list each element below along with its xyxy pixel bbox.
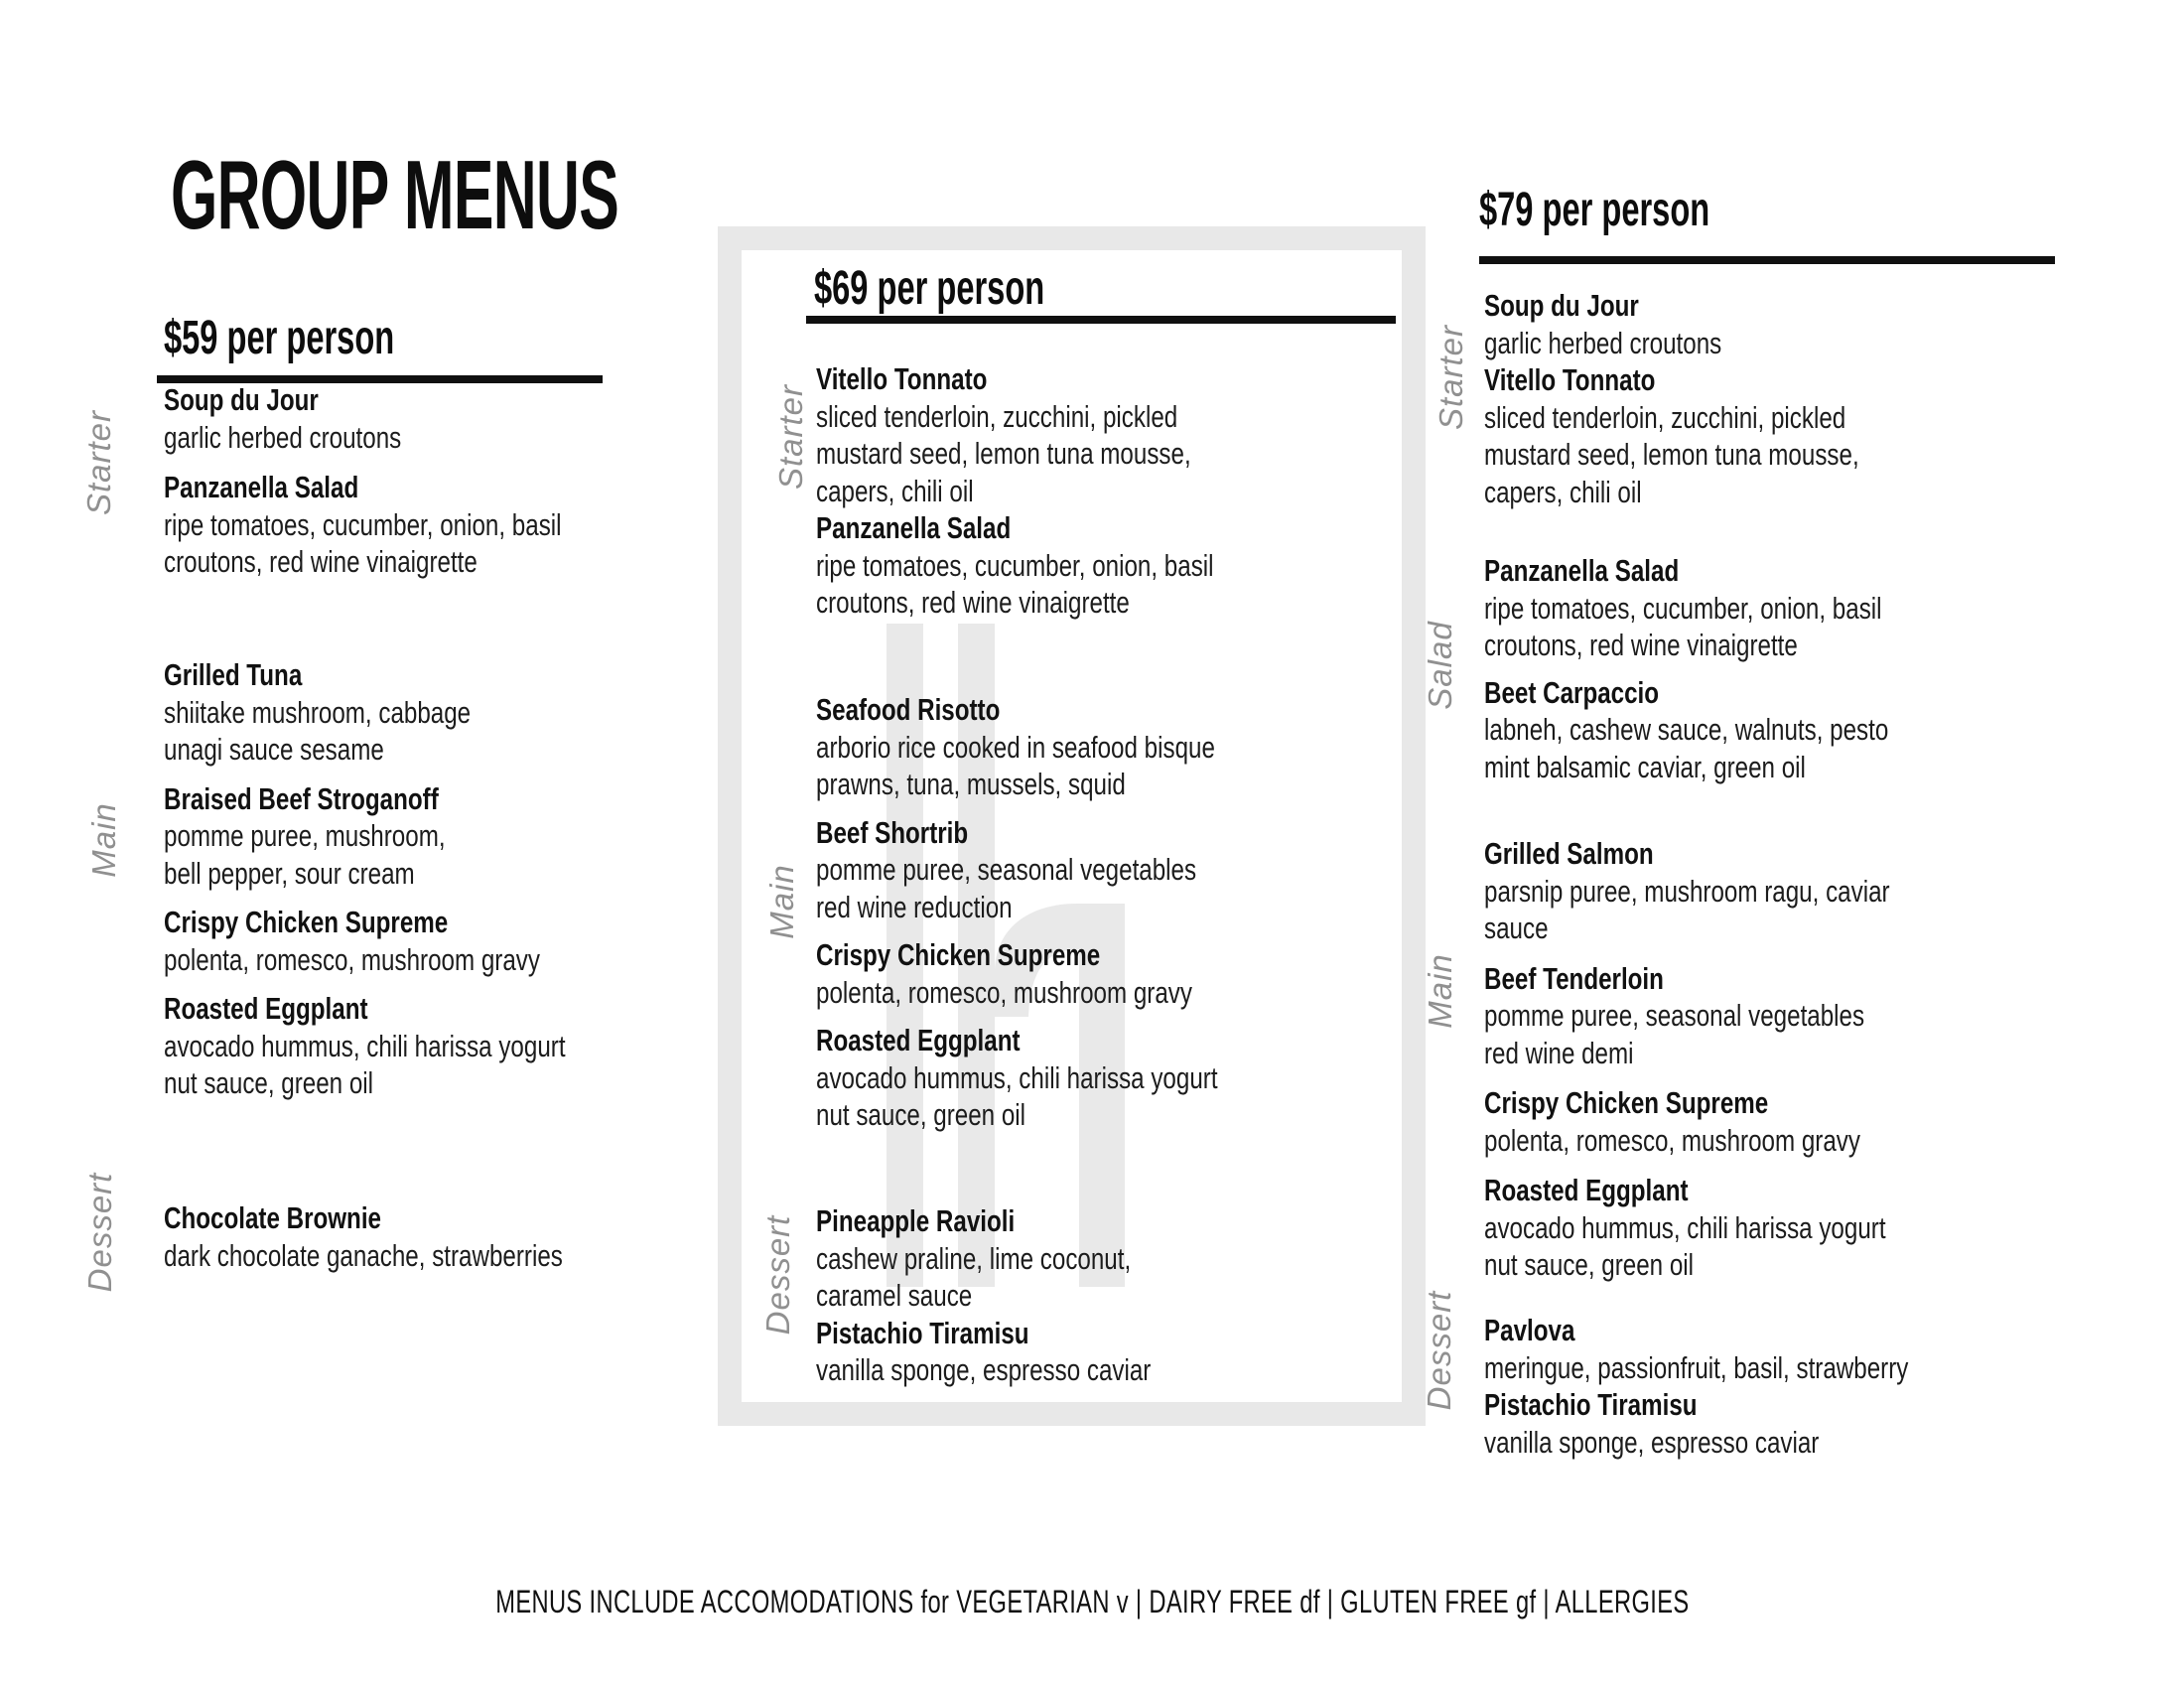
dish-name: Panzanella Salad [816,510,1012,545]
menu-price-79: $79 per person [1479,184,1710,236]
dish-name: Beef Shortrib [816,814,969,850]
dish-name: Seafood Risotto [816,692,1001,727]
section-label-dessert: Dessert [81,1172,118,1293]
footer-note [0,1584,2184,1620]
dish-name: Roasted Eggplant [1484,1173,1689,1207]
dish-name: Pavlova [1484,1313,1575,1347]
menu-item [816,1202,1151,1315]
dish-name: Crispy Chicken Supreme [1484,1085,1769,1120]
dish-desc: prawns, tuna, mussels, squid [816,767,1126,801]
dish-name: Roasted Eggplant [816,1023,1021,1057]
menu-price-59: $59 per person [164,312,395,364]
dish-desc: nut sauce, green oil [816,1097,1026,1132]
dish-name: Grilled Salmon [1484,836,1654,871]
page-title: GROUP MENUS [171,140,619,249]
menu-item [816,1022,1218,1134]
dish-name: Panzanella Salad [1484,553,1680,588]
dish-desc: polenta, romesco, mushroom gravy [1484,1122,1860,1158]
dish-name: Crispy Chicken Supreme [816,937,1101,972]
menu-section-salad [1484,552,1888,795]
menu-item [816,936,1218,1011]
dish-desc: sauce [1484,911,1549,945]
menu-section-dessert [164,1199,563,1274]
dish-desc: mustard seed, lemon tuna mousse, [1484,437,1859,472]
dish-name: Pistachio Tiramisu [1484,1387,1698,1422]
menu-item [164,780,566,893]
menu-item [816,814,1218,926]
menu-item [1484,552,1888,664]
dish-desc: red wine reduction [816,889,1013,924]
section-label-salad: Salad [1422,621,1458,710]
section-label-starter: Starter [772,383,809,491]
dish-desc: ripe tomatoes, cucumber, onion, basil [1484,590,1882,626]
dish-desc: sliced tenderloin, zucchini, pickled [1484,399,1846,435]
dish-name: Beet Carpaccio [1484,674,1660,710]
dish-desc: polenta, romesco, mushroom gravy [164,941,540,977]
dish-desc: nut sauce, green oil [164,1065,374,1100]
dish-desc: polenta, romesco, mushroom gravy [816,974,1192,1010]
dish-desc: caramel sauce [816,1278,973,1313]
dish-desc: mint balsamic caviar, green oil [1484,749,1806,784]
dish-name: Vitello Tonnato [816,361,988,396]
dish-desc: shiitake mushroom, cabbage [164,694,472,730]
dish-desc: nut sauce, green oil [1484,1247,1695,1282]
menu-item [1484,835,1890,947]
divider-rule [1479,256,2055,264]
menu-item [164,990,566,1102]
dish-name: Grilled Tuna [164,657,303,692]
menu-item [1484,361,1859,510]
dish-desc: garlic herbed croutons [1484,325,1722,360]
menu-item [1484,1172,1890,1284]
dish-desc: croutons, red wine vinaigrette [816,585,1130,620]
dish-desc: croutons, red wine vinaigrette [164,544,478,579]
menu-section-main [1484,835,1890,1297]
menu-item [1484,1386,1908,1461]
dish-desc: croutons, red wine vinaigrette [1484,628,1798,662]
dish-name: Beef Tenderloin [1484,960,1664,996]
section-label-dessert: Dessert [1421,1290,1457,1411]
menu-section-dessert [816,1202,1151,1389]
dish-desc: arborio rice cooked in seafood bisque [816,729,1215,765]
menu-item [164,381,562,456]
menu-section-main [816,691,1218,1145]
dish-desc: avocado hummus, chili harissa yogurt [164,1028,566,1063]
menu-price-69: $69 per person [814,262,1045,315]
menu-item [816,1315,1151,1389]
dish-desc: pomme puree, mushroom, [164,818,446,853]
menu-item [1484,674,1888,786]
dish-desc: capers, chili oil [1484,474,1642,509]
dish-desc: avocado hummus, chili harissa yogurt [816,1059,1218,1095]
dish-desc: meringue, passionfruit, basil, strawberry [1484,1349,1909,1385]
dish-desc: ripe tomatoes, cucumber, onion, basil [164,506,562,542]
dish-desc: unagi sauce sesame [164,732,384,767]
menu-item [816,360,1214,509]
menu-item [816,691,1218,803]
dish-name: Roasted Eggplant [164,991,368,1026]
dish-name: Crispy Chicken Supreme [164,905,449,939]
dish-desc: vanilla sponge, espresso caviar [1484,1424,1820,1460]
dish-desc: sliced tenderloin, zucchini, pickled [816,398,1178,434]
footer-note-text: MENUS INCLUDE ACCOMODATIONS for VEGETARIAN v | DAIRY FREE df | GLUTEN FREE gf | ALLERGIES [494,1584,1690,1619]
menu-section-starter [816,360,1214,622]
divider-rule [806,316,1396,324]
menu-item [1484,960,1890,1072]
dish-name: Vitello Tonnato [1484,362,1656,397]
dish-desc: red wine demi [1484,1035,1634,1070]
dish-desc: garlic herbed croutons [164,419,402,455]
dish-name: Pistachio Tiramisu [816,1315,1029,1350]
section-label-starter: Starter [80,409,117,516]
section-label-main: Main [85,802,122,878]
dish-desc: bell pepper, sour cream [164,855,415,891]
dish-desc: mustard seed, lemon tuna mousse, [816,436,1191,471]
menu-item [164,904,566,978]
dish-desc: parsnip puree, mushroom ragu, caviar [1484,873,1890,909]
section-label-main: Main [1422,953,1458,1029]
dish-desc: ripe tomatoes, cucumber, onion, basil [816,547,1214,583]
dish-name: Braised Beef Stroganoff [164,780,439,816]
dish-desc: labneh, cashew sauce, walnuts, pesto [1484,712,1889,747]
menu-item [1484,1312,1908,1386]
section-label-main: Main [763,864,800,939]
dish-desc: dark chocolate ganache, strawberries [164,1237,563,1273]
menu-item [816,509,1214,622]
menu-section-starter [164,381,562,594]
menu-item [1484,287,1859,361]
dish-desc: pomme puree, seasonal vegetables [1484,998,1865,1033]
menu-section-main [164,656,566,1114]
dish-name: Pineapple Ravioli [816,1203,1016,1238]
menu-section-starter [1484,287,1859,510]
dish-desc: pomme puree, seasonal vegetables [816,852,1197,887]
dish-desc: vanilla sponge, espresso caviar [816,1352,1152,1387]
dish-desc: capers, chili oil [816,473,974,508]
section-label-dessert: Dessert [759,1214,796,1336]
dish-name: Soup du Jour [1484,288,1639,323]
menu-item [164,656,566,769]
menu-section-dessert [1484,1312,1908,1461]
menu-item [1484,1084,1890,1159]
dish-desc: avocado hummus, chili harissa yogurt [1484,1209,1886,1245]
dish-name: Panzanella Salad [164,470,359,504]
dish-name: Soup du Jour [164,382,319,417]
dish-desc: cashew praline, lime coconut, [816,1240,1132,1276]
menu-item [164,469,562,581]
section-label-starter: Starter [1433,324,1469,431]
menu-item [164,1199,563,1274]
dish-name: Chocolate Brownie [164,1200,381,1235]
